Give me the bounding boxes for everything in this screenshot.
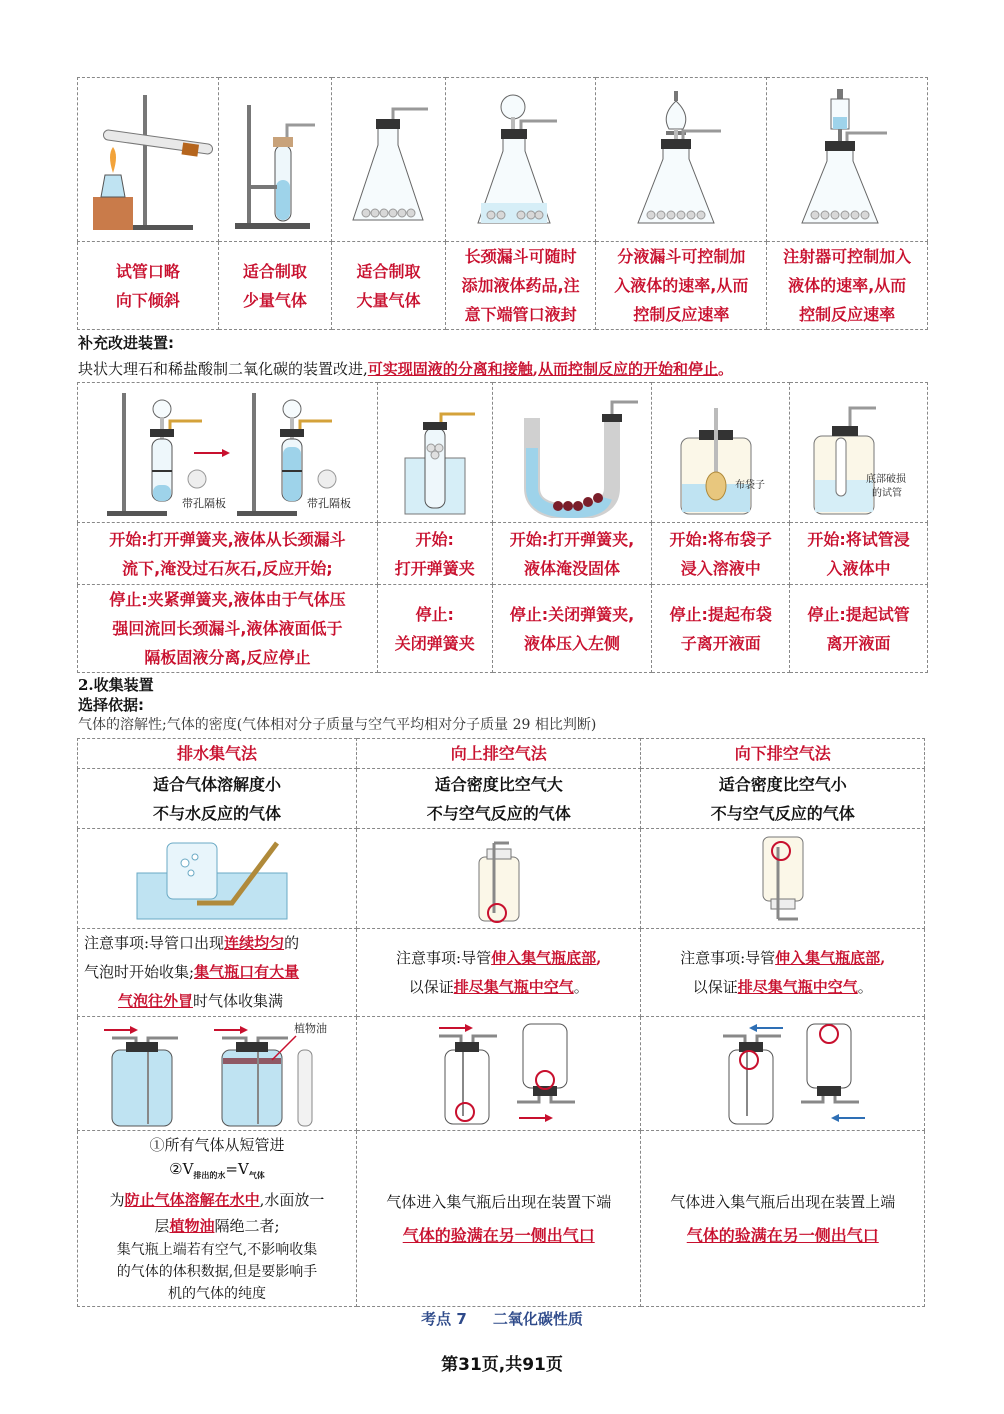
apparatus-table — [77, 77, 928, 330]
bottom-highlight: 植物油 — [169, 1216, 215, 1235]
intro-end: 。 — [718, 360, 734, 378]
intro-sep: , — [532, 360, 539, 378]
caption-line: 适合制取 — [242, 261, 307, 281]
stop-line: 隔板固液分离,反应停止 — [144, 648, 311, 667]
test-tube-stand-image — [225, 85, 325, 235]
bottom-line: 气体进入集气瓶后出现在装置下端 — [386, 1192, 612, 1211]
bottom-text: ②V — [169, 1159, 194, 1178]
intro-plain: 块状大理石和稀盐酸制二氧化碳的装置改进, — [78, 360, 368, 378]
device-cell-3 — [492, 383, 652, 523]
note-text: 注意事项:导管口出现 — [84, 934, 225, 952]
device-cell-1 — [78, 383, 378, 523]
note-text: 注意事项:导管 — [396, 948, 492, 967]
caption-cell-1 — [78, 242, 219, 330]
collection-table — [77, 738, 925, 1307]
note-line — [78, 958, 356, 987]
caption-line: 大量气体 — [356, 290, 421, 310]
caption-line: 试管口略 — [115, 261, 180, 281]
start-line: 开始:打开弹簧夹, — [509, 529, 635, 549]
apparatus-cell-4 — [445, 78, 596, 242]
caption-cell-4 — [445, 242, 596, 330]
water-collection-image — [117, 833, 317, 925]
apparatus-cell-3 — [332, 78, 446, 242]
note-text: 气泡时开始收集; — [84, 963, 195, 981]
stop-line: 液体压入左侧 — [523, 633, 620, 653]
oil-label: 植物油 — [293, 1021, 327, 1035]
note-line — [357, 944, 641, 973]
suit-cell-3 — [641, 769, 925, 829]
subscript-text: 排出的水 — [193, 1169, 226, 1180]
syringe-flask-image — [787, 85, 907, 235]
bottom-text: 隔绝二者; — [214, 1216, 280, 1235]
note-text: , — [596, 948, 602, 967]
note-text: 的 — [284, 934, 300, 952]
stop-line: 强回流回长颈漏斗,液体液面低于 — [112, 619, 343, 638]
start-line: 开始:将试管浸 — [807, 529, 910, 549]
note-text: 。 — [573, 977, 589, 996]
start-line: 浸入溶液中 — [680, 558, 761, 578]
perforated-plate-apparatus-image — [82, 387, 372, 519]
note-line — [641, 944, 924, 973]
improve-intro — [78, 358, 733, 379]
caption-line: 分液漏斗可控制加 — [617, 247, 746, 266]
stop-cell-3 — [492, 585, 652, 673]
diagram-up-air-cell — [356, 829, 641, 929]
start-line: 开始:将布袋子 — [669, 529, 772, 549]
bottom-line — [78, 1157, 356, 1187]
caption-line: 向下倾斜 — [115, 290, 180, 310]
section-name: 二氧化碳性质 — [492, 1310, 583, 1328]
bottom-up-air-cell — [356, 1131, 641, 1307]
note-highlight: 排尽集气瓶中空气 — [737, 977, 858, 996]
suit-cell-2 — [356, 769, 641, 829]
method-label: 向下排空气法 — [734, 744, 831, 763]
u-tube-image — [502, 388, 642, 518]
suit-cell-1 — [78, 769, 357, 829]
apparatus-cell-5 — [596, 78, 767, 242]
caption-line: 添加液体药品,注 — [461, 276, 580, 295]
start-cell-5 — [790, 523, 928, 585]
bottom-line: 气体进入集气瓶后出现在装置上端 — [670, 1192, 896, 1211]
bag-label: 布袋子 — [734, 479, 765, 491]
device-cell-5 — [790, 383, 928, 523]
apparatus-cell-1 — [78, 78, 219, 242]
basis-label: 选择依据: — [78, 696, 144, 714]
suit-line: 不与空气反应的气体 — [710, 803, 855, 823]
note-highlight: 伸入集气瓶底部 — [491, 948, 597, 967]
bottle-water-displacement-image — [82, 1020, 352, 1128]
diagram-water-cell — [78, 829, 357, 929]
note-highlight: 排尽集气瓶中空气 — [453, 977, 574, 996]
start-line: 入液体中 — [826, 558, 891, 578]
plate-label-1: 带孔隔板 — [182, 496, 227, 510]
note-line — [78, 929, 356, 958]
cloth-bag-bottle-image — [661, 388, 781, 518]
start-line: 打开弹簧夹 — [394, 558, 475, 578]
bottom-down-air-cell — [641, 1131, 925, 1307]
start-cell-1 — [78, 523, 378, 585]
caption-line: 少量气体 — [242, 290, 307, 310]
tube-label-2: 的试管 — [871, 487, 902, 499]
suit-line: 不与空气反应的气体 — [426, 803, 571, 823]
bottom-text: 层 — [154, 1216, 170, 1235]
method-down-air — [641, 739, 925, 769]
stop-cell-4 — [652, 585, 790, 673]
conical-flask-image — [338, 85, 438, 235]
suit-line: 适合密度比空气小 — [718, 774, 847, 794]
method-water — [78, 739, 357, 769]
note-highlight: 伸入集气瓶底部 — [775, 948, 881, 967]
start-line: 流下,淹没过石灰石,反应开始; — [122, 558, 333, 578]
note-text: 时气体收集满 — [193, 992, 284, 1010]
heating-tube-apparatus-image — [83, 85, 213, 235]
caption-line: 适合制取 — [356, 261, 421, 281]
stop-cell-2 — [377, 585, 492, 673]
bottle-downward-image — [683, 1020, 883, 1128]
suit-line: 适合气体溶解度小 — [152, 774, 281, 794]
subscript-text: 气体 — [248, 1169, 265, 1180]
caption-line: 控制反应速率 — [633, 305, 730, 324]
caption-cell-6 — [767, 242, 928, 330]
bottom-line: 的气体的体积数据,但是要影响手 — [116, 1263, 318, 1280]
caption-line: 注射器可控制加入 — [783, 247, 912, 266]
note-water-cell — [78, 929, 357, 1017]
start-line: 开始: — [415, 529, 454, 549]
improve-heading: 补充改进装置: — [78, 334, 174, 352]
stop-line: 停止: — [415, 604, 454, 624]
collect-heading: 2.收集装置 — [78, 676, 154, 694]
bottom-line — [78, 1213, 356, 1239]
caption-line: 控制反应速率 — [799, 305, 896, 324]
stop-line: 停止:提起布袋 — [669, 604, 772, 624]
diagram-bottle-up-cell — [356, 1017, 641, 1131]
section-number: 考点 7 — [421, 1310, 467, 1328]
method-up-air — [356, 739, 641, 769]
method-label: 向上排空气法 — [450, 744, 547, 763]
diagram-bottle-water-cell — [78, 1017, 357, 1131]
section-title — [0, 1308, 1004, 1329]
diagram-bottle-down-cell — [641, 1017, 925, 1131]
device-cell-4 — [652, 383, 790, 523]
note-highlight: 连续均匀 — [224, 934, 285, 952]
upward-air-image — [439, 833, 559, 925]
note-line — [357, 973, 641, 1002]
note-down-air-cell — [641, 929, 925, 1017]
intro-highlight-2: 从而控制反应的开始和停止 — [538, 360, 719, 378]
caption-cell-3 — [332, 242, 446, 330]
caption-line: 入液体的速率,从而 — [614, 276, 749, 295]
bottom-text: 为 — [109, 1190, 125, 1209]
note-text: 注意事项:导管 — [680, 948, 776, 967]
apparatus-cell-2 — [218, 78, 332, 242]
note-highlight: 集气瓶口有大量 — [194, 963, 300, 981]
bottle-upward-image — [399, 1020, 599, 1128]
bottom-line — [78, 1187, 356, 1213]
downward-air-image — [723, 833, 843, 925]
stop-cell-1 — [78, 585, 378, 673]
stop-line: 关闭弹簧夹 — [394, 633, 475, 653]
note-text: 。 — [857, 977, 873, 996]
stop-line: 子离开液面 — [680, 633, 761, 653]
note-up-air-cell — [356, 929, 641, 1017]
method-label: 排水集气法 — [176, 744, 257, 763]
note-highlight: 气泡往外冒 — [118, 992, 194, 1010]
note-text: 以保证 — [408, 977, 454, 996]
tube-label-1: 底部破损 — [865, 473, 906, 485]
caption-cell-2 — [218, 242, 332, 330]
start-line: 液体淹没固体 — [523, 558, 620, 578]
bottom-water-cell — [78, 1131, 357, 1307]
note-line — [641, 973, 924, 1002]
plate-label-2: 带孔隔板 — [307, 496, 352, 510]
start-cell-4 — [652, 523, 790, 585]
long-neck-funnel-flask-image — [461, 85, 581, 235]
stop-line: 停止:关闭弹簧夹, — [509, 604, 635, 624]
stop-line: 停止:夹紧弹簧夹,液体由于气体压 — [109, 590, 346, 609]
bottom-line: 机的气体的纯度 — [167, 1285, 266, 1302]
caption-line: 液体的速率,从而 — [788, 276, 907, 295]
page-footer: 第31页,共91页 — [441, 1355, 563, 1375]
beaker-tube-image — [385, 388, 485, 518]
bottom-line: 集气瓶上端若有空气,不影响收集 — [116, 1241, 318, 1258]
device-cell-2 — [377, 383, 492, 523]
separating-funnel-flask-image — [621, 85, 741, 235]
suit-line: 适合密度比空气大 — [434, 774, 563, 794]
bottom-highlight: 气体的验满在另一侧出气口 — [402, 1225, 595, 1245]
bottom-text: ,水面放一 — [259, 1190, 325, 1209]
bottom-highlight: 防止气体溶解在水中 — [124, 1190, 260, 1209]
stop-line: 离开液面 — [826, 633, 891, 653]
start-cell-3 — [492, 523, 652, 585]
bottom-highlight: 气体的验满在另一侧出气口 — [686, 1225, 879, 1245]
basis-text: 气体的溶解性;气体的密度(气体相对分子质量与空气平均相对分子质量 29 相比判断) — [78, 717, 597, 733]
broken-tube-bottle-image — [794, 388, 924, 518]
stop-cell-5 — [790, 585, 928, 673]
intro-highlight-1: 可实现固液的分离和接触 — [367, 360, 533, 378]
start-cell-2 — [377, 523, 492, 585]
stop-line: 停止:提起试管 — [807, 604, 910, 624]
apparatus-cell-6 — [767, 78, 928, 242]
note-line — [78, 987, 356, 1016]
suit-line: 不与水反应的气体 — [152, 803, 281, 823]
caption-line: 意下端管口液封 — [464, 305, 577, 324]
bottom-line: ①所有气体从短管进 — [149, 1135, 285, 1154]
note-text: 以保证 — [692, 977, 738, 996]
improved-devices-table — [77, 382, 928, 673]
caption-cell-5 — [596, 242, 767, 330]
diagram-down-air-cell — [641, 829, 925, 929]
note-text: , — [880, 948, 886, 967]
start-line: 开始:打开弹簧夹,液体从长颈漏斗 — [109, 529, 346, 549]
caption-line: 长颈漏斗可随时 — [464, 247, 577, 266]
bottom-text: =V — [225, 1159, 249, 1178]
